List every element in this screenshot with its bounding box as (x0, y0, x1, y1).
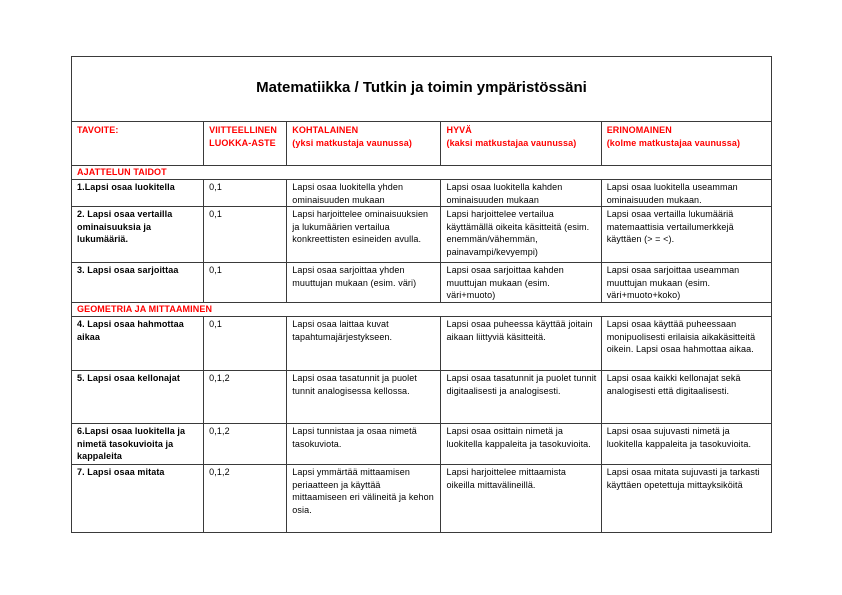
grade-cell: 0,1,2 (204, 424, 287, 465)
header-grade (204, 122, 287, 166)
section-title: AJATTELUN TAIDOT (72, 166, 772, 180)
moderate-cell: Lapsi osaa luokitella yhden ominaisuuden mukaan (287, 180, 441, 207)
good-cell: Lapsi osaa tasatunnit ja puolet tunnit digitaalisesti ja analogisesti. (441, 371, 601, 424)
header-moderate-line1: KOHTALAINEN (292, 125, 359, 135)
grade-cell: 0,1 (204, 263, 287, 303)
title-row (72, 57, 772, 122)
moderate-cell: Lapsi tunnistaa ja osaa nimetä tasokuviota. (287, 424, 441, 465)
goal-cell: 5. Lapsi osaa kellonajat (72, 371, 204, 424)
excellent-cell: Lapsi osaa mitata sujuvasti ja tarkasti käyttäen opetettuja mittayksiköitä (601, 465, 771, 533)
section-row (72, 166, 772, 180)
good-cell: Lapsi harjoittelee mittaamista oikeilla mittavälineillä. (441, 465, 601, 533)
header-good (441, 122, 601, 166)
table-row (72, 263, 772, 303)
header-goal-label: TAVOITE: (77, 125, 119, 135)
header-excellent (601, 122, 771, 166)
good-cell: Lapsi osaa luokitella kahden ominaisuuden mukaan (441, 180, 601, 207)
rubric-table (71, 56, 772, 533)
header-excellent-line2: (kolme matkustajaa vaunussa) (606, 137, 741, 148)
excellent-cell: Lapsi osaa vertailla lukumääriä matemaattisia vertailumerkkejä käyttäen (> = <). (601, 207, 771, 263)
grade-cell: 0,1 (204, 207, 287, 263)
header-row (72, 122, 772, 166)
section-title: GEOMETRIA JA MITTAAMINEN (72, 303, 772, 317)
excellent-cell: Lapsi osaa luokitella useamman ominaisuuden mukaan. (601, 180, 771, 207)
table-row (72, 180, 772, 207)
goal-cell: 6.Lapsi osaa luokitella ja nimetä tasokuvioita ja kappaleita (72, 424, 204, 465)
table-row (72, 317, 772, 371)
table-row (72, 207, 772, 263)
table-row (72, 465, 772, 533)
good-cell: Lapsi osaa osittain nimetä ja luokitella kappaleita ja tasokuvioita. (441, 424, 601, 465)
excellent-cell: Lapsi osaa kaikki kellonajat sekä analogisesti että digitaalisesti. (601, 371, 771, 424)
header-excellent-line1: ERINOMAINEN (606, 125, 672, 135)
excellent-cell: Lapsi osaa sujuvasti nimetä ja luokitella kappaleita ja tasokuvioita. (601, 424, 771, 465)
table-row (72, 371, 772, 424)
moderate-cell: Lapsi osaa sarjoittaa yhden muuttujan mukaan (esim. väri) (287, 263, 441, 303)
moderate-cell: Lapsi osaa laittaa kuvat tapahtumajärjestykseen. (287, 317, 441, 371)
good-cell: Lapsi osaa sarjoittaa kahden muuttujan mukaan (esim. väri+muoto) (441, 263, 601, 303)
title-cell (72, 57, 772, 122)
section-row (72, 303, 772, 317)
moderate-cell: Lapsi harjoittelee ominaisuuksien ja lukumäärien vertailua konkreettisten esineiden avulla. (287, 207, 441, 263)
grade-cell: 0,1 (204, 317, 287, 371)
moderate-cell: Lapsi ymmärtää mittaamisen periaatteen ja käyttää mittaamiseen eri välineitä ja kehon osia. (287, 465, 441, 533)
excellent-cell: Lapsi osaa käyttää puheessaan monipuolisesti erilaisia aikakäsitteitä oikein. Lapsi osaa hahmottaa aikaa. (601, 317, 771, 371)
header-moderate (287, 122, 441, 166)
grade-cell: 0,1,2 (204, 465, 287, 533)
goal-cell: 3. Lapsi osaa sarjoittaa (72, 263, 204, 303)
goal-cell: 7. Lapsi osaa mitata (72, 465, 204, 533)
goal-cell: 4. Lapsi osaa hahmottaa aikaa (72, 317, 204, 371)
header-grade-line1: VIITTEELLINEN (209, 125, 277, 135)
good-cell: Lapsi osaa puheessa käyttää joitain aikaan liittyviä käsitteitä. (441, 317, 601, 371)
good-cell: Lapsi harjoittelee vertailua käyttämällä oikeita käsitteitä (esim. enemmän/vähemmän, painavampi/kevyempi) (441, 207, 601, 263)
goal-cell: 2. Lapsi osaa vertailla ominaisuuksia ja lukumääriä. (72, 207, 204, 263)
header-grade-line2: LUOKKA-ASTE (209, 137, 276, 148)
goal-cell: 1.Lapsi osaa luokitella (72, 180, 204, 207)
grade-cell: 0,1 (204, 180, 287, 207)
header-goal (72, 122, 204, 166)
header-moderate-line2: (yksi matkustaja vaunussa) (292, 137, 412, 148)
header-good-line1: HYVÄ (446, 125, 472, 135)
header-good-line2: (kaksi matkustajaa vaunussa) (446, 137, 577, 148)
moderate-cell: Lapsi osaa tasatunnit ja puolet tunnit analogisessa kellossa. (287, 371, 441, 424)
excellent-cell: Lapsi osaa sarjoittaa useamman muuttujan mukaan (esim. väri+muoto+koko) (601, 263, 771, 303)
page-title: Matematiikka / Tutkin ja toimin ympäristössäni (256, 78, 587, 96)
table-row (72, 424, 772, 465)
grade-cell: 0,1,2 (204, 371, 287, 424)
